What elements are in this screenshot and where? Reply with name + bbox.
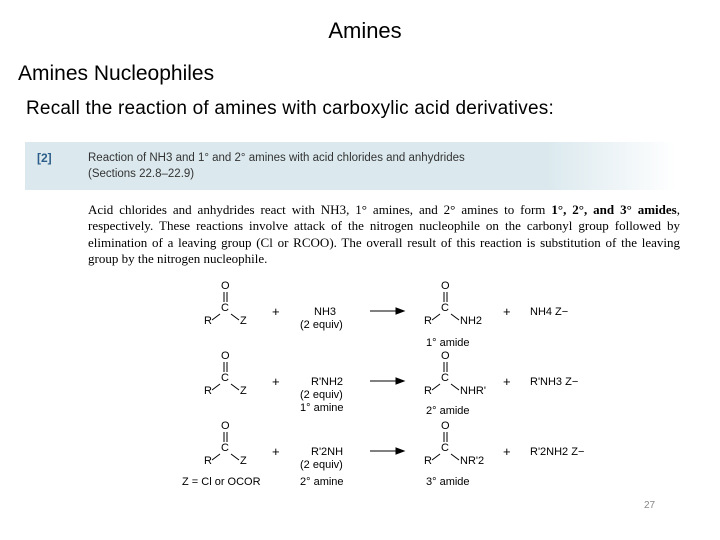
paragraph-part-3: , respectively. These reactions involve attack of the nitrogen nucleophile on the carbonyl group followed by elimination of a leaving group (Cl	[88, 202, 680, 250]
slide-title: Amines	[328, 18, 402, 43]
carbonyl-oxygen-2: O	[221, 350, 230, 362]
arrowhead-2	[396, 378, 404, 384]
product-oxygen-2: O	[441, 350, 450, 362]
banner-title-line2: (Sections 22.8–22.9)	[88, 168, 195, 180]
arrowhead-1	[396, 308, 404, 314]
plus-3: +	[272, 444, 280, 459]
z-group-2: Z	[240, 385, 247, 397]
r-group-3: R	[204, 455, 212, 467]
product-group-1: NH2	[460, 315, 483, 327]
carbonyl-oxygen-3: O	[221, 420, 230, 432]
product-oxygen-1: O	[441, 280, 450, 292]
reagent-2: R'NH2	[311, 376, 344, 388]
product-oxygen-3: O	[441, 420, 450, 432]
product-r-3: R	[424, 455, 432, 467]
byproduct-2: R'NH3 Z−	[530, 376, 579, 388]
banner-title-line1: Reaction of NH3 and 1° and 2° amines with acid chlorides and anhydrides	[88, 152, 465, 164]
reagent-type-2: 1° amine	[300, 402, 344, 414]
plus-byproduct-2: +	[503, 374, 511, 389]
r-group-2: R	[204, 385, 212, 397]
carbonyl-oxygen-1: O	[221, 280, 230, 292]
slide-heading: Amines Nucleophiles	[18, 62, 215, 85]
byproduct-3: R'2NH2 Z−	[530, 446, 585, 458]
paragraph-part-4: or RCOO	[277, 234, 330, 250]
product-name-3: 3° amide	[426, 476, 470, 488]
product-carbon-2: C	[441, 372, 449, 384]
reagent-equiv-3: (2 equiv)	[300, 459, 343, 471]
plus-2: +	[272, 374, 280, 389]
product-r-2: R	[424, 385, 432, 397]
product-group-3: NR'2	[460, 455, 485, 467]
reagent-1: NH3	[314, 306, 337, 318]
product-carbon-3: C	[441, 442, 449, 454]
leaving-group-note: Z = Cl or OCOR	[182, 476, 261, 488]
section-tag: [2]	[37, 151, 52, 165]
plus-byproduct-1: +	[503, 304, 511, 319]
paragraph-part-5: ). The overall result of this reaction is substitution of the leaving group by the nitrogen nucleophile.	[88, 234, 681, 267]
reagent-equiv-2: (2 equiv)	[300, 389, 343, 401]
product-name-1: 1° amide	[426, 337, 470, 349]
z-group-3: Z	[240, 455, 247, 467]
plus-byproduct-3: +	[503, 444, 511, 459]
byproduct-1: NH4 Z−	[530, 306, 569, 318]
reagent-type-3: 2° amine	[300, 476, 344, 488]
product-r-1: R	[424, 315, 432, 327]
reagent-equiv-1: (2 equiv)	[300, 319, 343, 331]
paragraph-bold: 1°, 2°, and 3° amides	[551, 202, 677, 217]
plus-1: +	[272, 304, 280, 319]
reagent-3: R'2NH	[311, 446, 344, 458]
r-group-1: R	[204, 315, 212, 327]
product-name-2: 2° amide	[426, 405, 470, 417]
carbonyl-carbon-1: C	[221, 302, 229, 314]
page-number: 27	[644, 500, 656, 511]
z-group-1: Z	[240, 315, 247, 327]
paragraph-part-1: Acid chlorides and anhydrides react with NH3, 1° amines, and 2° amines to form	[88, 202, 552, 217]
slide-subheading: Recall the reaction of amines with carboxylic acid derivatives:	[26, 98, 554, 119]
product-group-2: NHR'	[460, 385, 486, 397]
product-carbon-1: C	[441, 302, 449, 314]
carbonyl-carbon-2: C	[221, 372, 229, 384]
arrowhead-3	[396, 448, 404, 454]
carbonyl-carbon-3: C	[221, 442, 229, 454]
